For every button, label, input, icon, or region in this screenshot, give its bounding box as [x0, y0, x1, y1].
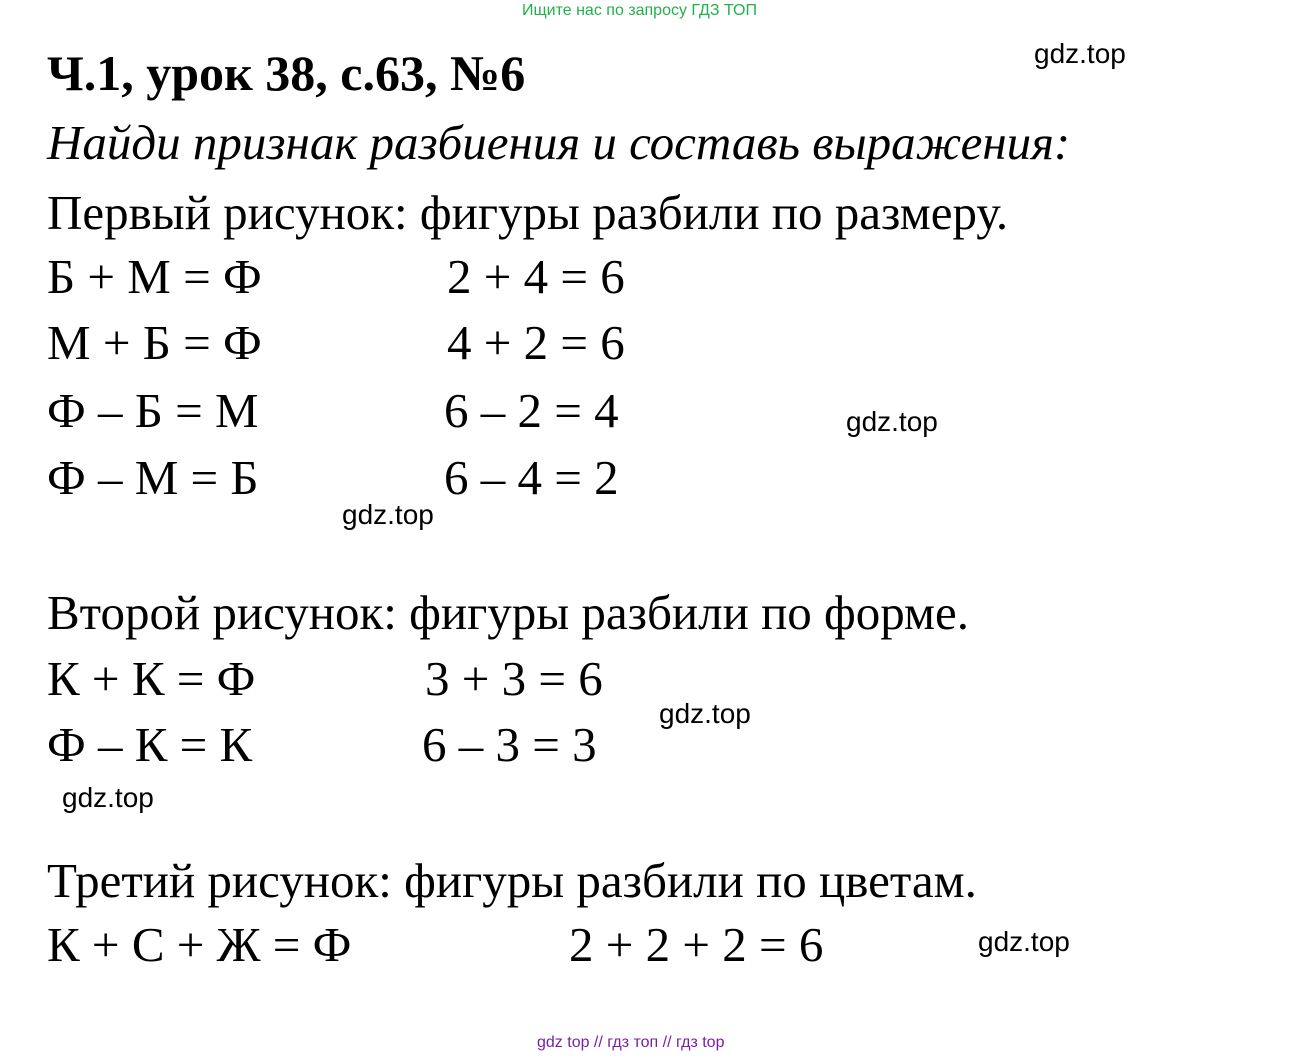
watermark: gdz.top [1034, 38, 1126, 69]
section-1-row-3-letters: Ф – Б = М [47, 383, 259, 438]
section-1-row-2-letters: М + Б = Ф [47, 315, 262, 370]
footer-links: gdz top // гдз топ // гдз top [537, 1034, 725, 1051]
page-title: Ч.1, урок 38, с.63, №6 [47, 45, 526, 101]
section-1-row-2-numbers: 4 + 2 = 6 [447, 315, 625, 370]
section-3-row-1-letters: К + С + Ж = Ф [47, 917, 352, 972]
section-2-row-1-numbers: 3 + 3 = 6 [425, 651, 603, 706]
section-1-row-4-numbers: 6 – 4 = 2 [444, 450, 619, 505]
top-search-link[interactable]: Ищите нас по запросу ГДЗ ТОП [522, 2, 757, 19]
watermark: gdz.top [846, 406, 938, 437]
section-2-row-1-letters: К + К = Ф [47, 651, 256, 706]
section-2-row-2-letters: Ф – К = К [47, 717, 253, 772]
section-1-row-1-letters: Б + М = Ф [47, 249, 262, 304]
section-1-row-4-letters: Ф – М = Б [47, 450, 259, 505]
watermark: gdz.top [659, 698, 751, 729]
section-1-row-3-numbers: 6 – 2 = 4 [444, 383, 619, 438]
section-2-row-2-numbers: 6 – 3 = 3 [422, 717, 597, 772]
watermark: gdz.top [978, 926, 1070, 957]
section-1-row-1-numbers: 2 + 4 = 6 [447, 249, 625, 304]
section-2-heading: Второй рисунок: фигуры разбили по форме. [47, 585, 970, 640]
section-3-heading: Третий рисунок: фигуры разбили по цветам. [47, 853, 977, 908]
task-text: Найди признак разбиения и составь выражения: [47, 115, 1071, 170]
section-3-row-1-numbers: 2 + 2 + 2 = 6 [569, 917, 824, 972]
watermark: gdz.top [342, 499, 434, 530]
section-1-heading: Первый рисунок: фигуры разбили по размеру. [47, 185, 1009, 240]
watermark: gdz.top [62, 782, 154, 813]
